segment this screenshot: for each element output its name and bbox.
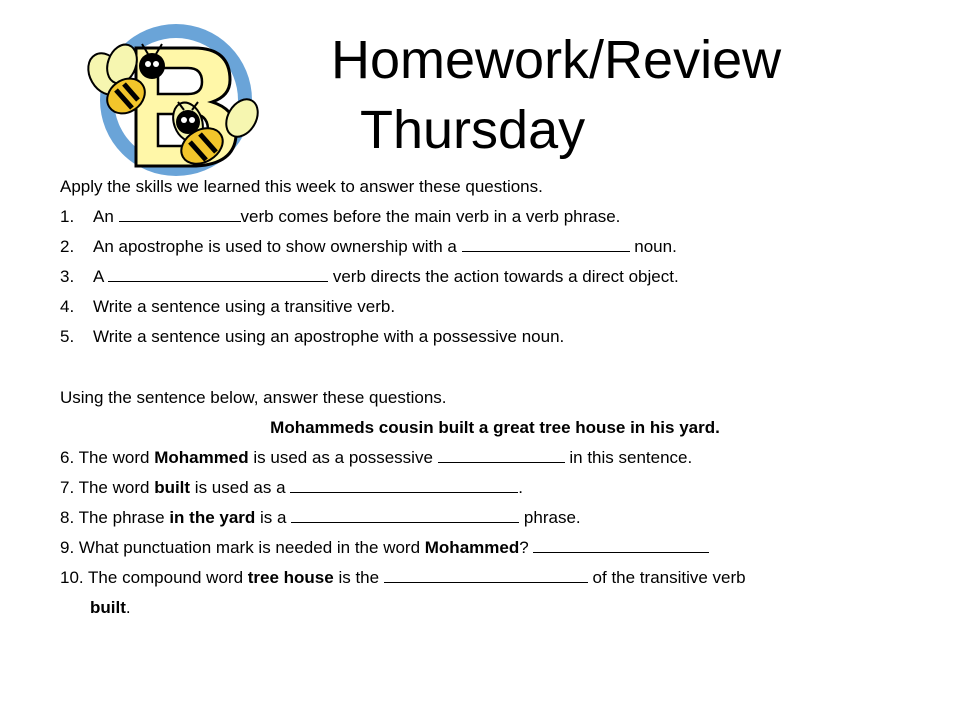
question-6: 6. The word Mohammed is used as a possessive in this sentence. (60, 443, 930, 473)
title-line-2: Thursday (360, 100, 586, 160)
question-10-continued: built. (90, 598, 131, 617)
answer-blank (438, 445, 565, 463)
title-line-1: Homework/Review (331, 30, 782, 90)
intro-2-text: Using the sentence below, answer these questions. (60, 388, 447, 407)
answer-blank (119, 204, 241, 222)
question-8: 8. The phrase in the yard is a phrase. (60, 503, 930, 533)
list-item-2: 2. An apostrophe is used to show ownership with a noun. (60, 232, 930, 262)
example-sentence: Mohammeds cousin built a great tree house in his yard. (270, 418, 720, 437)
list-item-4: 4. Write a sentence using a transitive verb. (60, 297, 396, 316)
list-item-3: 3. A verb directs the action towards a direct object. (60, 262, 930, 292)
answer-blank (462, 234, 630, 252)
slide-body (60, 172, 930, 623)
answer-blank (108, 264, 328, 282)
answer-blank (384, 565, 588, 583)
question-7: 7. The word built is used as a . (60, 473, 930, 503)
list-item-1: 1. An verb comes before the main verb in a verb phrase. (60, 202, 930, 232)
question-10: 10. The compound word tree house is the of the transitive verb (60, 563, 930, 593)
answer-blank (291, 505, 519, 523)
question-9: 9. What punctuation mark is needed in the word Mohammed? (60, 533, 930, 563)
answer-blank (533, 535, 709, 553)
intro-text: Apply the skills we learned this week to answer these questions. (60, 177, 543, 196)
answer-blank (290, 475, 518, 493)
list-item-5: 5. Write a sentence using an apostrophe with a possessive noun. (60, 327, 565, 346)
